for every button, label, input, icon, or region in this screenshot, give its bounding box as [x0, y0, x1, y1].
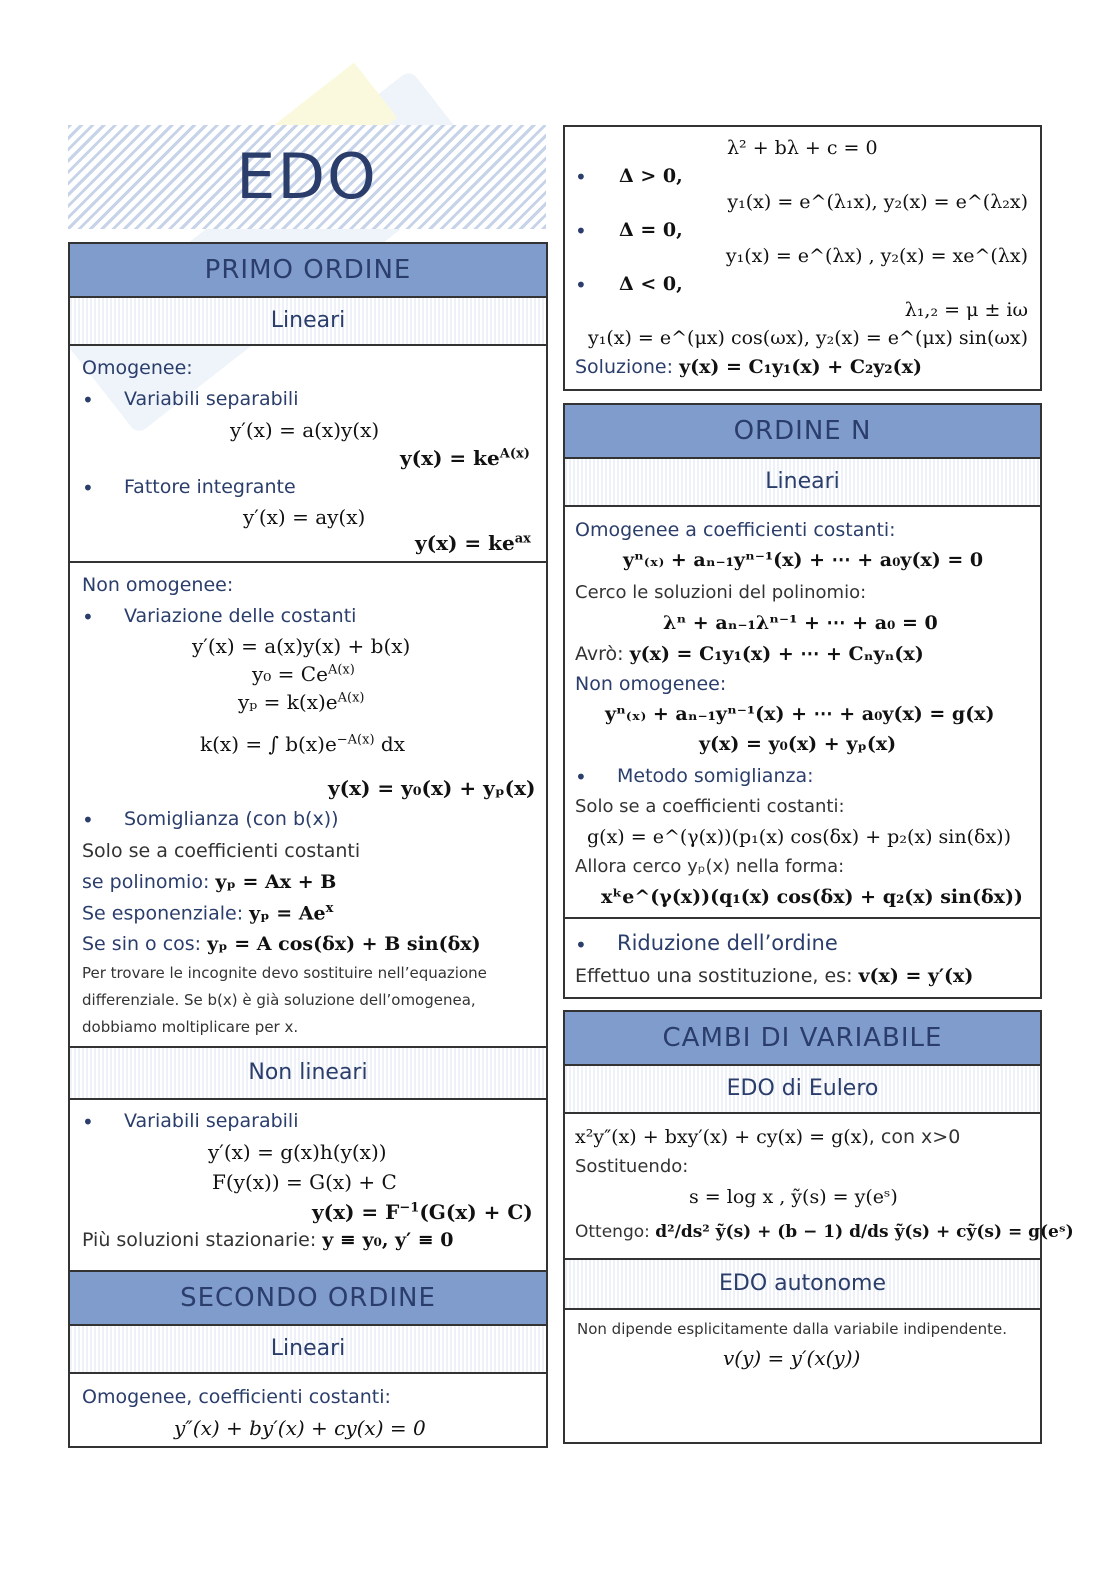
- note-line-3: dobbiamo moltiplicare per x.: [82, 1018, 299, 1036]
- eq-poly: λⁿ + aₙ₋₁λⁿ⁻¹ + ⋯ + a₀ = 0: [663, 612, 938, 634]
- eulero-sub: EDO di Eulero: [565, 1066, 1040, 1114]
- bullet: •: [575, 165, 587, 189]
- eq-char: λ² + bλ + c = 0: [727, 137, 878, 159]
- effettuo-line: Effettuo una sostituzione, es: v(x) = y′(x): [575, 965, 974, 987]
- sol-ke-ax: $y(x) = ke^{ax}$: [415, 531, 531, 555]
- se-polinomio: se polinomio: yₚ = Ax + B: [82, 871, 337, 893]
- title-banner: [68, 125, 546, 229]
- delta-zero: Δ = 0,: [619, 219, 683, 241]
- note-line-2: differenziale. Se b(x) è già soluzione dell’omogenea,: [82, 991, 476, 1009]
- divider: [565, 917, 1040, 919]
- metodo-somiglianza-label: Metodo somiglianza:: [617, 765, 814, 787]
- primo-lineari-sub: Lineari: [70, 298, 546, 346]
- delta-neg: Δ < 0,: [619, 273, 683, 295]
- eq-g-h: y′(x) = g(x)h(y(x)): [208, 1140, 387, 1164]
- eq-autonome: v(y) = y′(x(y)): [723, 1346, 861, 1370]
- non-omogenee-label: Non omogenee:: [575, 673, 727, 695]
- eq-gx: g(x) = e^(γ(x))(p₁(x) cos(δx) + p₂(x) sin(δx)): [587, 826, 1011, 848]
- primo-ordine-header: PRIMO ORDINE: [70, 244, 546, 298]
- bullet: •: [575, 273, 587, 297]
- bullet: •: [82, 476, 94, 500]
- riduzione-ordine-label: Riduzione dell’ordine: [617, 931, 838, 955]
- ottengo-line: Ottengo: d²/ds² ỹ(s) + (b − 1) d/ds ỹ(s) + cỹ(s) = g(eˢ): [575, 1222, 1074, 1242]
- omogenee-coeff-cost-label: Omogenee a coefficienti costanti:: [575, 519, 896, 541]
- bullet: •: [82, 388, 94, 412]
- allora-text: Allora cerco yₚ(x) nella forma:: [575, 856, 845, 877]
- eq-forma: xᵏe^(γ(x))(q₁(x) cos(δx) + q₂(x) sin(δx)): [601, 886, 1023, 908]
- variazione-costanti-label: Variazione delle costanti: [124, 605, 357, 627]
- cambi-variabile-box: [563, 1010, 1074, 1444]
- fattore-integrante-label: Fattore integrante: [124, 476, 296, 498]
- eq-nonomog: y′(x) = a(x)y(x) + b(x): [192, 634, 411, 658]
- divider: [68, 561, 546, 563]
- eq-F-G: F(y(x)) = G(x) + C: [212, 1170, 397, 1194]
- autonome-sub: EDO autonome: [565, 1258, 1040, 1310]
- ordine-n-header: ORDINE N: [565, 405, 1040, 459]
- bullet: •: [82, 605, 94, 629]
- eq-yp: $y_p = k(x)e^{A(x)}$: [238, 690, 365, 714]
- delta-pos-sol: y₁(x) = e^(λ₁x), y₂(x) = e^(λ₂x): [727, 191, 1028, 213]
- delta-neg-lambda: λ₁,₂ = μ ± iω: [904, 299, 1028, 321]
- eq-secondo: y″(x) + by′(x) + cy(x) = 0: [174, 1416, 426, 1440]
- solo-se-text: Solo se a coefficienti costanti: [82, 840, 361, 862]
- eq-yprime-ay: y′(x) = a(x)y(x): [230, 418, 380, 442]
- page-title: EDO: [236, 140, 378, 213]
- delta-neg-sol: y₁(x) = e^(μx) cos(ωx), y₂(x) = e^(μx) sin(ωx): [587, 327, 1028, 349]
- solo-coeff-text: Solo se a coefficienti costanti:: [575, 796, 845, 817]
- sol-ke-A: $y(x) = ke^{A(x)}$: [400, 446, 530, 470]
- bullet: •: [575, 765, 587, 789]
- avro-line: Avrò: y(x) = C₁y₁(x) + ⋯ + Cₙyₙ(x): [575, 643, 924, 665]
- bullet: •: [82, 1110, 94, 1134]
- secondo-ordine-header: SECONDO ORDINE: [70, 1272, 546, 1326]
- ordine-n-box: [563, 403, 1042, 999]
- non-omogenee-label: Non omogenee:: [82, 574, 234, 596]
- omogenee-coeff-label: Omogenee, coefficienti costanti:: [82, 1386, 391, 1408]
- eq-eulero: x²y″(x) + bxy′(x) + cy(x) = g(x), con x>0: [575, 1126, 961, 1148]
- ordine-n-lineari-sub: Lineari: [565, 459, 1040, 507]
- non-lineari-sub: Non lineari: [70, 1046, 546, 1100]
- bullet: •: [82, 808, 94, 832]
- omogenee-label: Omogenee:: [82, 357, 193, 379]
- secondo-lineari-sub: Lineari: [70, 1326, 546, 1374]
- se-esponenziale: Se esponenziale: $y_p = Ae^x$: [82, 901, 334, 925]
- sol-y0-yp: y(x) = y₀(x) + yₚ(x): [328, 776, 536, 800]
- soluzione-generale: Soluzione: y(x) = C₁y₁(x) + C₂y₂(x): [575, 356, 922, 378]
- note-line-1: Per trovare le incognite devo sostituire nell’equazione: [82, 964, 487, 982]
- sol-F-inverse: $y(x) = F^{-1}(G(x) + C)$: [312, 1200, 533, 1224]
- eq-ordn-omog: yⁿ₍ₓ₎ + aₙ₋₁yⁿ⁻¹(x) + ⋯ + a₀y(x) = 0: [623, 549, 984, 571]
- soluzioni-stazionarie: Più soluzioni stazionarie: y ≡ y₀, y′ ≡ 0: [82, 1229, 454, 1251]
- eq-substitution: s = log x , ỹ(s) = y(eˢ): [689, 1186, 898, 1208]
- sostituendo-text: Sostituendo:: [575, 1156, 689, 1177]
- somiglianza-label: Somiglianza (con b(x)): [124, 808, 339, 830]
- eq-y0: $y_0 = Ce^{A(x)}$: [252, 662, 355, 686]
- cerco-text: Cerco le soluzioni del polinomio:: [575, 582, 867, 603]
- eq-kx: k(x) = ∫ $b(x)e^{-A(x)}$ dx: [200, 732, 405, 756]
- caratteristica-box: [563, 125, 1042, 391]
- secondo-ordine-box: [68, 1270, 548, 1448]
- delta-pos: Δ > 0,: [619, 165, 683, 187]
- bullet: •: [575, 219, 587, 243]
- eq-ordn-sum: y(x) = y₀(x) + yₚ(x): [699, 733, 897, 755]
- eq-ordn-nonomog: yⁿ₍ₓ₎ + aₙ₋₁yⁿ⁻¹(x) + ⋯ + a₀y(x) = g(x): [605, 703, 995, 725]
- bullet: •: [575, 933, 587, 957]
- se-sin-cos: Se sin o cos: yₚ = A cos(δx) + B sin(δx): [82, 933, 481, 955]
- nonlin-variabili-label: Variabili separabili: [124, 1110, 299, 1132]
- variabili-separabili-label: Variabili separabili: [124, 388, 299, 410]
- cambi-header: CAMBI DI VARIABILE: [565, 1012, 1040, 1066]
- non-dipende-text: Non dipende esplicitamente dalla variabile indipendente.: [577, 1320, 1007, 1338]
- delta-zero-sol: y₁(x) = e^(λx) , y₂(x) = xe^(λx): [725, 245, 1028, 267]
- eq-yprime-a: y′(x) = ay(x): [243, 505, 366, 529]
